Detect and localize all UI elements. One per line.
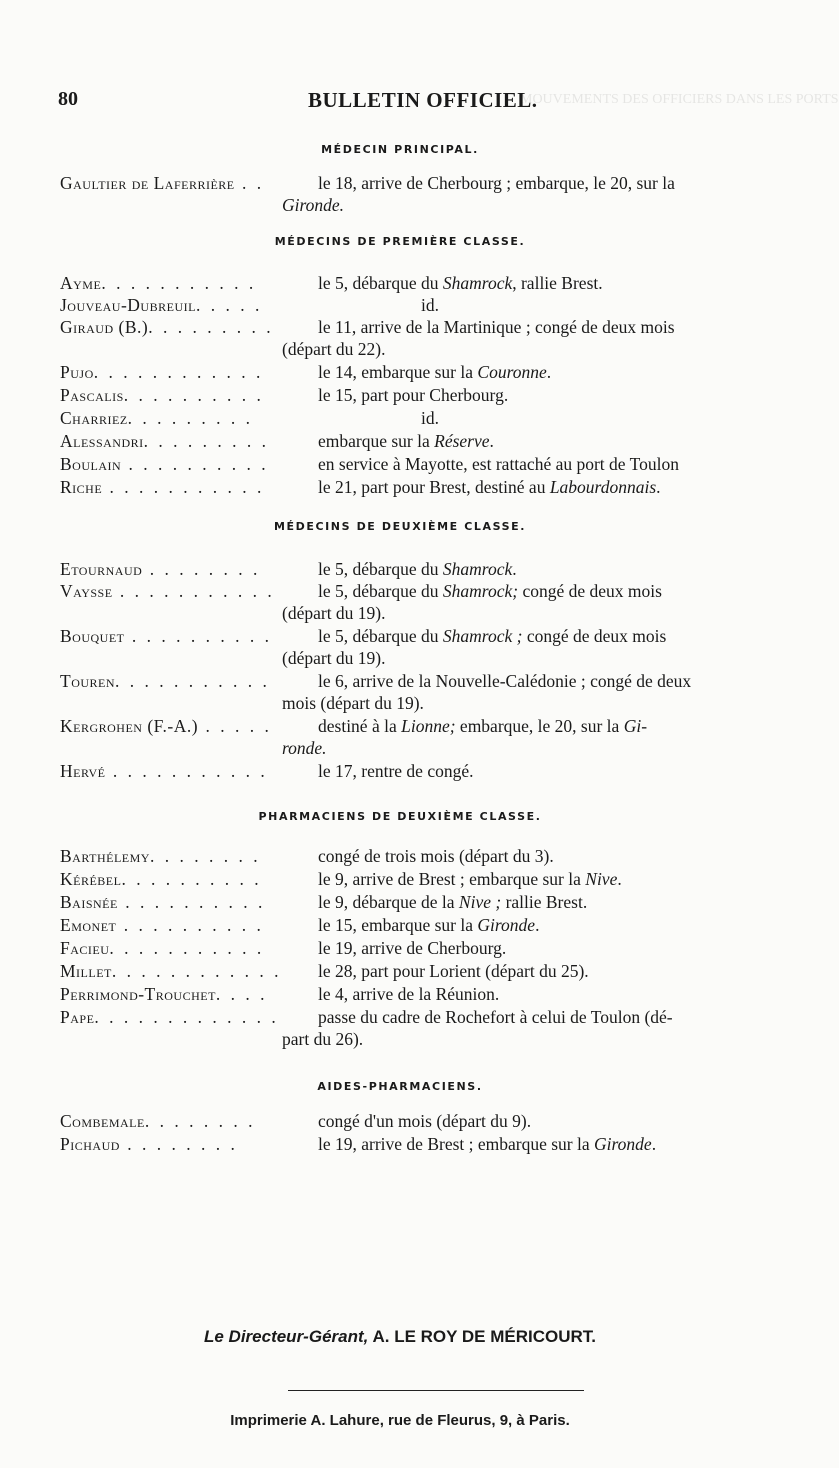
entry-text: le 28, part pour Lorient (départ du 25). — [318, 961, 589, 981]
entry-name: Hervé . . . . . . . . . . . — [60, 761, 268, 781]
footer-rule — [288, 1390, 584, 1391]
signature-role: Le Directeur-Gérant, — [203, 1327, 369, 1346]
entry-name: Giraud (B.). . . . . . . . . — [60, 317, 274, 337]
section-heading-pharmaciens-deuxieme-classe: PHARMACIENS DE DEUXIÈME CLASSE. — [258, 810, 542, 823]
entry-text: le 9, débarque de la Nive ; rallie Brest. — [318, 892, 588, 912]
entry-name: Alessandri. . . . . . . . . — [60, 431, 270, 451]
entry-text: le 18, arrive de Cherbourg ; embarque, le 20, sur la — [318, 173, 675, 193]
entry-name: Combemale. . . . . . . . — [60, 1111, 256, 1131]
entry-name: Kérébel. . . . . . . . . . — [60, 869, 262, 889]
entry-name: Pascalis. . . . . . . . . . — [60, 385, 264, 405]
entry-text: destiné à la Lionne; embarque, le 20, sur la Gi- — [318, 716, 648, 736]
entry-name: Kergrohen (F.-A.) . . . . . — [60, 716, 272, 736]
entry-text: le 5, débarque du Shamrock. — [318, 559, 517, 579]
entry-name: Facieu. . . . . . . . . . . — [60, 938, 265, 958]
signature — [0, 1327, 800, 1347]
entry-text: le 4, arrive de la Réunion. — [318, 984, 500, 1004]
entry-name: Jouveau-Dubreuil. . . . . — [60, 295, 263, 315]
printer-line: Imprimerie A. Lahure, rue de Fleurus, 9, à Paris. — [230, 1412, 570, 1429]
page-header — [58, 88, 778, 116]
entry-text: le 19, arrive de Cherbourg. — [318, 938, 507, 958]
entry-text: en service à Mayotte, est rattaché au port de Toulon — [318, 454, 679, 474]
entry-text-cont: Gironde. — [282, 195, 345, 215]
entry-text-cont: mois (départ du 19). — [282, 693, 424, 713]
entry-text: le 5, débarque du Shamrock; congé de deux mois — [318, 581, 662, 601]
section-heading-medecins-premiere-classe: MÉDECINS DE PREMIÈRE CLASSE. — [274, 235, 526, 248]
entry-text-cont: part du 26). — [282, 1029, 364, 1049]
entry-text: id. — [421, 295, 439, 315]
entry-name: Riche . . . . . . . . . . . — [60, 477, 265, 497]
entry-text: le 5, débarque du Shamrock ; congé de deux mois — [318, 626, 667, 646]
entry-name: Barthélemy. . . . . . . . — [60, 846, 261, 866]
running-title: BULLETIN OFFICIEL. — [308, 88, 538, 112]
entry-text: le 17, rentre de congé. — [318, 761, 474, 781]
entry-text-cont: (départ du 19). — [282, 648, 386, 668]
entry-name: Millet. . . . . . . . . . . . — [60, 961, 282, 981]
entry-text: le 11, arrive de la Martinique ; congé de deux mois — [318, 317, 675, 337]
entry-text-cont: (départ du 19). — [282, 603, 386, 623]
entry-text: embarque sur la Réserve. — [318, 431, 494, 451]
entry-text: le 14, embarque sur la Couronne. — [318, 362, 552, 382]
entry-text: id. — [421, 408, 439, 428]
entry-text: le 5, débarque du Shamrock, rallie Brest. — [318, 273, 603, 293]
entry-text: le 15, embarque sur la Gironde. — [318, 915, 540, 935]
section-heading-medecins-deuxieme-classe: MÉDECINS DE DEUXIÈME CLASSE. — [273, 520, 527, 533]
entry-text: le 21, part pour Brest, destiné au Labourdonnais. — [318, 477, 661, 497]
entry-name: Baisnée . . . . . . . . . . — [60, 892, 266, 912]
entry-name: Pape. . . . . . . . . . . . . — [60, 1007, 279, 1027]
entry-name: Boulain . . . . . . . . . . — [60, 454, 269, 474]
entry-text: le 9, arrive de Brest ; embarque sur la Nive. — [318, 869, 622, 889]
bleed-through-text: MOUVEMENTS DES OFFICIERS DANS LES PORTS — [520, 92, 839, 107]
entry-name: Touren. . . . . . . . . . . — [60, 671, 270, 691]
page-number: 80 — [58, 88, 78, 110]
entry-text: congé d'un mois (départ du 9). — [318, 1111, 532, 1131]
entry-name: Gaultier de Laferrière . . — [60, 173, 265, 193]
entry-text-cont: ronde. — [282, 738, 327, 758]
entry-text: le 15, part pour Cherbourg. — [318, 385, 509, 405]
entry-name: Vaysse . . . . . . . . . . . — [60, 581, 275, 601]
signature-name: A. LE ROY DE MÉRICOURT. — [372, 1327, 597, 1346]
entry-name: Perrimond-Trouchet. . . . — [60, 984, 268, 1004]
entry-name: Pujo. . . . . . . . . . . . — [60, 362, 264, 382]
entry-text-cont: (départ du 22). — [282, 339, 386, 359]
entry-name: Bouquet . . . . . . . . . . — [60, 626, 272, 646]
entry-name: Ayme. . . . . . . . . . . — [60, 273, 257, 293]
entry-text: congé de trois mois (départ du 3). — [318, 846, 554, 866]
entry-text: le 19, arrive de Brest ; embarque sur la Gironde. — [318, 1134, 657, 1154]
entry-text: passe du cadre de Rochefort à celui de Toulon (dé- — [318, 1007, 673, 1027]
section-heading-medecin-principal: MÉDECIN PRINCIPAL. — [321, 143, 479, 156]
entry-name: Charriez. . . . . . . . . — [60, 408, 254, 428]
entry-name: Pichaud . . . . . . . . — [60, 1134, 238, 1154]
entry-name: Etournaud . . . . . . . . — [60, 559, 261, 579]
entry-text: le 6, arrive de la Nouvelle-Calédonie ; congé de deux — [318, 671, 692, 691]
section-heading-aides-pharmaciens: AIDES-PHARMACIENS. — [317, 1080, 483, 1093]
entry-name: Emonet . . . . . . . . . . — [60, 915, 264, 935]
